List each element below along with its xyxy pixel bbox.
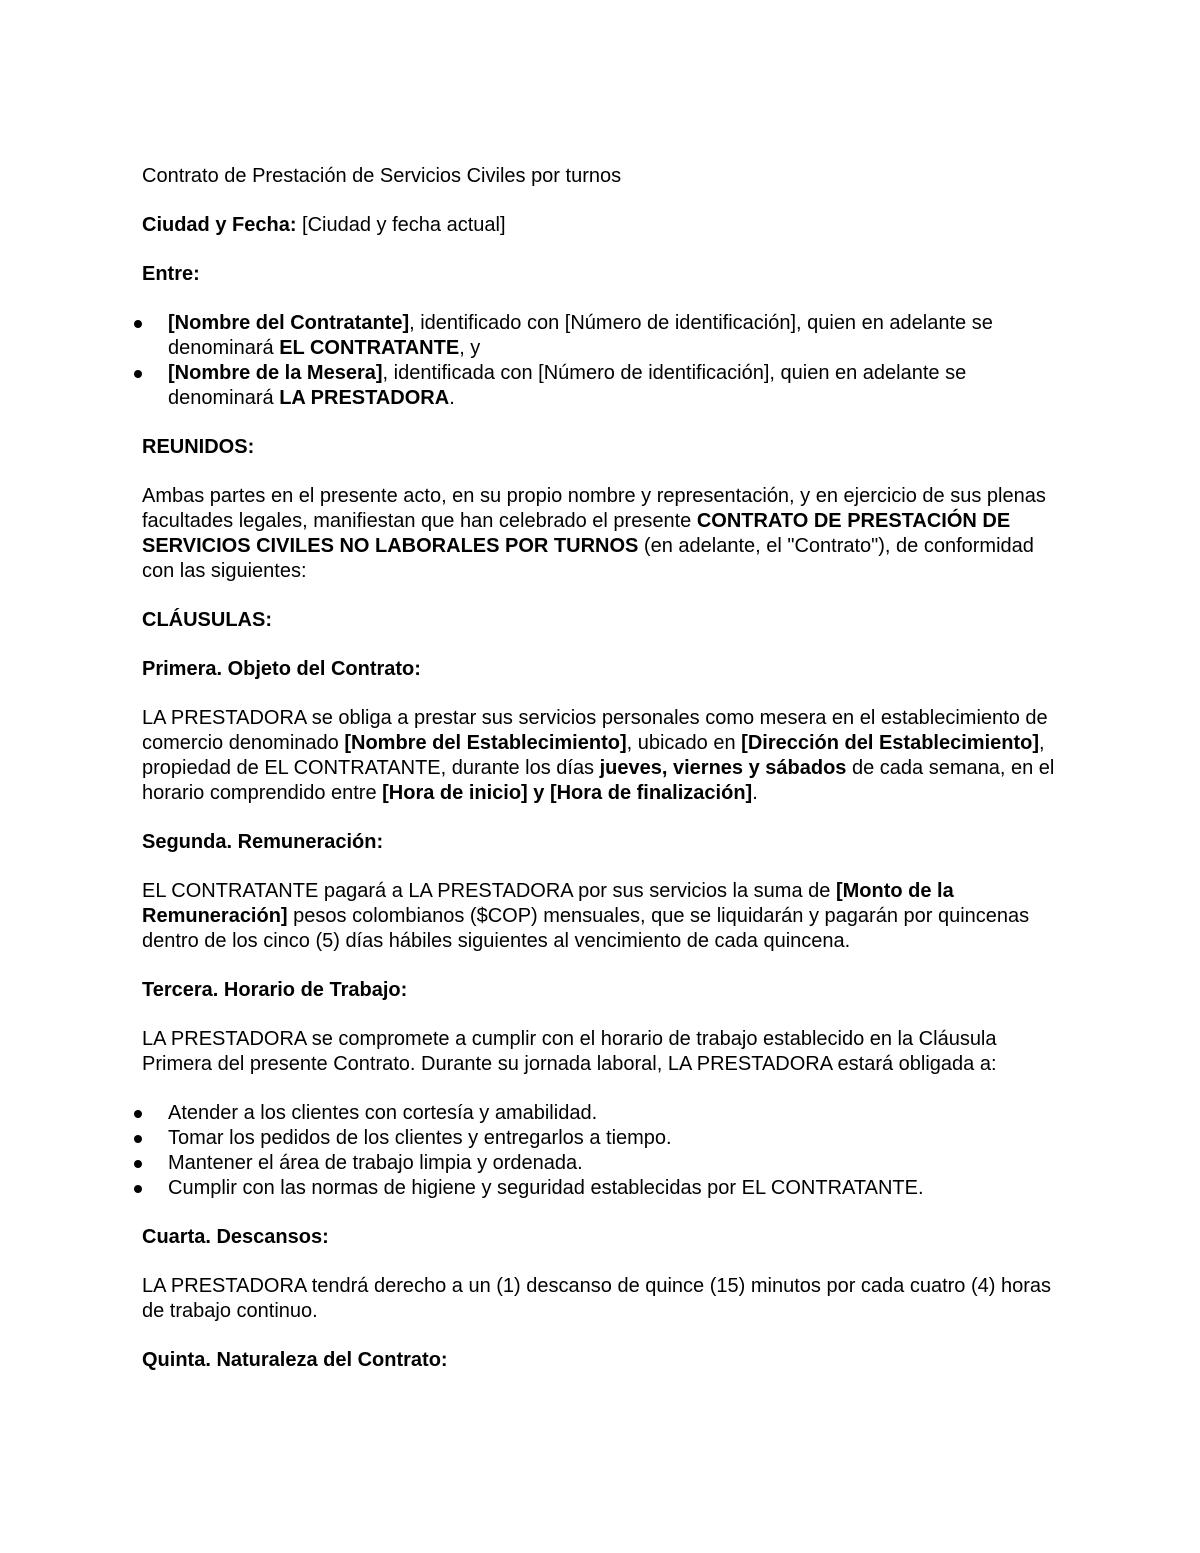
list-item: Mantener el área de trabajo limpia y ordenada. — [142, 1151, 1067, 1176]
text-run: LA PRESTADORA se obliga a prestar sus servicios personales como mesera en el establecimiento de comercio denominado — [142, 707, 1048, 754]
list-item: Tomar los pedidos de los clientes y entregarlos a tiempo. — [142, 1126, 1067, 1151]
bold-run: CONTRATO DE PRESTACIÓN DE SERVICIOS CIVILES NO LABORALES POR TURNOS — [142, 510, 1011, 557]
party-role: EL CONTRATANTE — [279, 337, 460, 359]
clause-paragraph: LA PRESTADORA tendrá derecho a un (1) descanso de quince (15) minutos por cada cuatro (4) horas de trabajo continuo. — [142, 1275, 1052, 1322]
section-heading: CLÁUSULAS: — [142, 609, 272, 631]
clause-heading: Cuarta. Descansos: — [142, 1226, 329, 1248]
reunidos-paragraph — [142, 484, 1067, 584]
clause-heading: Primera. Objeto del Contrato: — [142, 658, 421, 680]
between-label: Entre: — [142, 263, 200, 285]
text-run: de cada semana, en el horario comprendido entre — [142, 757, 1055, 804]
party-name: [Nombre del Contratante] — [168, 312, 410, 334]
document-page — [142, 164, 1067, 1397]
clause-heading: Segunda. Remuneración: — [142, 831, 384, 853]
list-item — [142, 311, 1067, 361]
parties-list — [142, 311, 1067, 411]
party-name: [Nombre de la Mesera] — [168, 362, 383, 384]
clause-paragraph: LA PRESTADORA se compromete a cumplir con el horario de trabajo establecido en la Cláusula Primera del presente Contrato. Durante su jornada laboral, LA PRESTADORA estará obligada a: — [142, 1028, 997, 1075]
clause-heading: Tercera. Horario de Trabajo: — [142, 979, 408, 1001]
text-run: , ubicado en — [626, 732, 742, 754]
text-run: EL CONTRATANTE pagará a LA PRESTADORA por sus servicios la suma de — [142, 880, 836, 902]
text-run: . — [752, 782, 758, 804]
text-run: , propiedad de EL CONTRATANTE, durante los días — [142, 732, 1045, 779]
duties-list — [142, 1101, 1067, 1201]
party-end: , y — [459, 337, 481, 359]
bold-run: [Monto de la Remuneración] — [142, 880, 954, 927]
document-title: Contrato de Prestación de Servicios Civiles por turnos — [142, 165, 622, 187]
city-date-value: [Ciudad y fecha actual] — [296, 214, 506, 236]
city-date-label: Ciudad y Fecha: — [142, 214, 297, 236]
clause-heading: Quinta. Naturaleza del Contrato: — [142, 1349, 448, 1371]
bold-run: [Hora de inicio] y [Hora de finalización] — [382, 782, 753, 804]
list-item: Atender a los clientes con cortesía y amabilidad. — [142, 1101, 1067, 1126]
text-run: pesos colombianos ($COP) mensuales, que se liquidarán y pagarán por quincenas dentro de los cinco (5) días hábiles siguientes al vencimiento de cada quincena. — [142, 905, 1030, 952]
text-run: Ambas partes en el presente acto, en su propio nombre y representación, y en ejercicio de sus plenas facultades legales, manifiestan que han celebrado el presente — [142, 485, 1046, 532]
list-item — [142, 361, 1067, 411]
party-end: . — [449, 387, 455, 409]
party-text: , identificada con [Número de identificación], quien en adelante se denominará — [168, 362, 967, 409]
section-heading: REUNIDOS: — [142, 436, 255, 458]
bold-run: [Nombre del Establecimiento] — [344, 732, 627, 754]
bold-run: [Dirección del Establecimiento] — [741, 732, 1040, 754]
party-role: LA PRESTADORA — [279, 387, 450, 409]
text-run: (en adelante, el "Contrato"), de conformidad con las siguientes: — [142, 535, 1034, 582]
party-text: , identificado con [Número de identificación], quien en adelante se denominará — [168, 312, 993, 359]
clause-paragraph — [142, 706, 1067, 806]
city-date-line — [142, 213, 1067, 238]
list-item: Cumplir con las normas de higiene y seguridad establecidas por EL CONTRATANTE. — [142, 1176, 1067, 1201]
clause-paragraph — [142, 879, 1067, 954]
bold-run: jueves, viernes y sábados — [599, 757, 847, 779]
